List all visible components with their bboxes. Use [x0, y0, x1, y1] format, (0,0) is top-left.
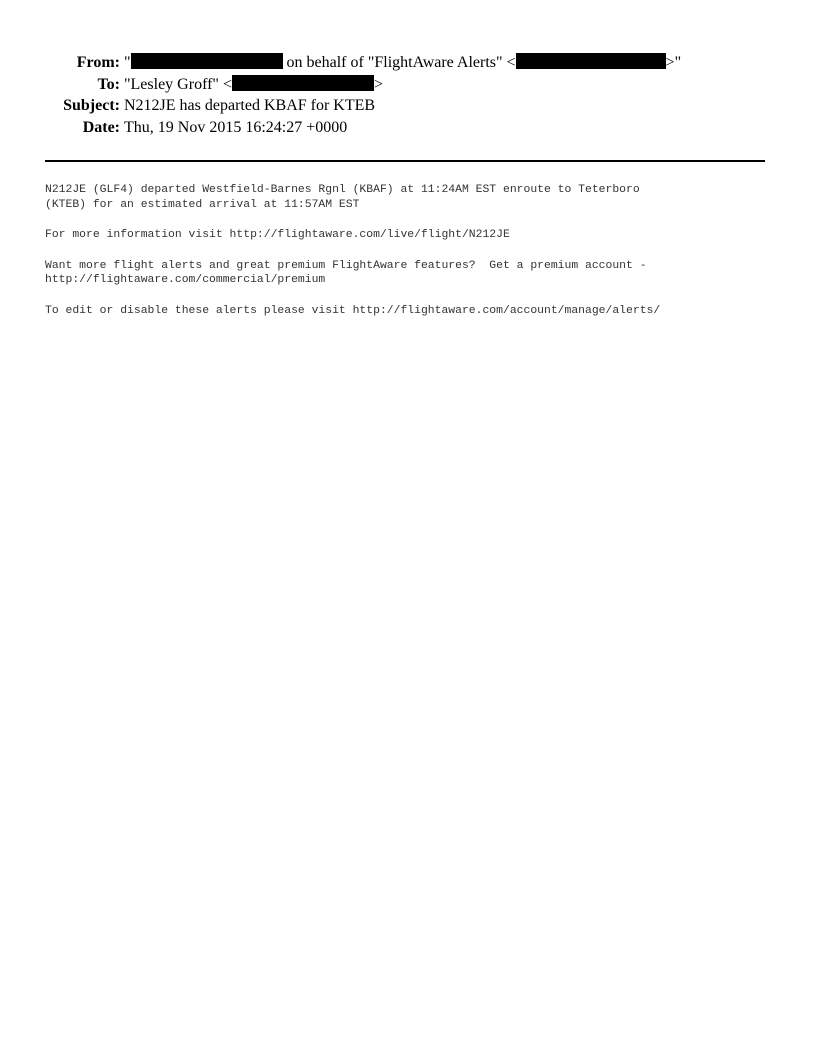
- date-row: [0, 117, 816, 139]
- body-paragraph-manage-alerts: To edit or disable these alerts please visit http://flightaware.com/account/manage/alerts/: [45, 304, 661, 317]
- date-label: Date:: [82, 118, 120, 136]
- from-value: [120, 52, 681, 74]
- to-name: "Lesley Groff" <: [124, 75, 232, 93]
- header-divider: [45, 160, 765, 162]
- to-label: To:: [97, 75, 120, 93]
- to-row: [0, 74, 816, 96]
- body-paragraph-premium: Want more flight alerts and great premium FlightAware features? Get a premium account - http://flightaware.com/commercial/premium: [45, 259, 647, 286]
- date-value: Thu, 19 Nov 2015 16:24:27 +0000: [124, 118, 348, 136]
- to-close: >: [373, 75, 384, 93]
- from-close: >": [665, 54, 682, 71]
- body-paragraph-departure: N212JE (GLF4) departed Westfield-Barnes Rgnl (KBAF) at 11:24AM EST enroute to Teterboro (KTEB) for an estimated arrival at 11:57AM EST: [45, 184, 640, 211]
- redacted-recipient-email: [232, 75, 374, 91]
- from-row: [0, 52, 816, 74]
- email-header: [0, 52, 816, 138]
- to-value: [120, 74, 383, 96]
- redacted-sender-email: [516, 53, 666, 69]
- from-on-behalf-text: on behalf of "FlightAware Alerts" <: [282, 54, 516, 71]
- from-quote-open: ": [124, 54, 131, 71]
- subject-value: N212JE has departed KBAF for KTEB: [124, 97, 376, 114]
- redacted-sender-name: [131, 53, 283, 69]
- email-body: [45, 183, 780, 334]
- subject-row: [0, 95, 816, 117]
- body-paragraph-more-info: For more information visit http://flightaware.com/live/flight/N212JE: [45, 229, 510, 241]
- subject-label: Subject:: [63, 97, 120, 114]
- from-label: From:: [76, 54, 120, 71]
